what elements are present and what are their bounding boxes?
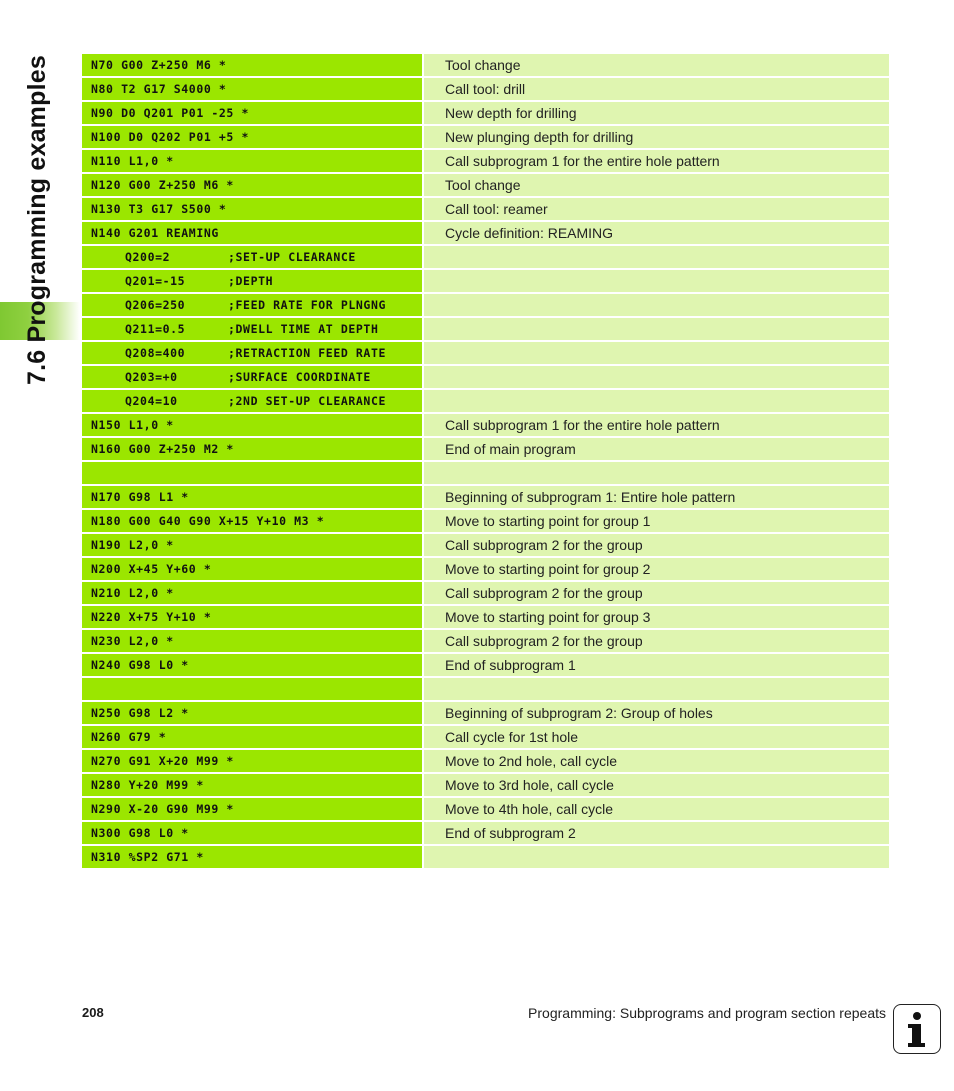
nc-code-cell (82, 294, 422, 316)
comment-cell: End of subprogram 1 (424, 654, 889, 676)
comment-cell: Cycle definition: REAMING (424, 222, 889, 244)
program-row (82, 102, 889, 124)
nc-code-cell (82, 342, 422, 364)
cycle-parameter: Q204=10 (125, 394, 178, 408)
comment-cell (424, 246, 889, 268)
program-row (82, 150, 889, 172)
comment-cell (424, 318, 889, 340)
program-row (82, 750, 889, 772)
info-glyph-icon (894, 1005, 939, 1052)
comment-cell: Beginning of subprogram 1: Entire hole pattern (424, 486, 889, 508)
program-row (82, 774, 889, 796)
program-row (82, 822, 889, 844)
nc-code-cell: N170 G98 L1 * (82, 486, 422, 508)
program-row (82, 726, 889, 748)
cycle-parameter: Q201=-15 (125, 274, 186, 288)
nc-code-cell: N100 D0 Q202 P01 +5 * (82, 126, 422, 148)
comment-cell: Call tool: reamer (424, 198, 889, 220)
nc-code-cell: N310 %SP2 G71 * (82, 846, 422, 868)
nc-code-cell: N300 G98 L0 * (82, 822, 422, 844)
program-row (82, 414, 889, 436)
program-row (82, 510, 889, 532)
program-row (82, 582, 889, 604)
nc-code-cell (82, 270, 422, 292)
comment-cell: Move to starting point for group 2 (424, 558, 889, 580)
comment-cell: Move to starting point for group 3 (424, 606, 889, 628)
comment-cell (424, 678, 889, 700)
nc-code-cell: N110 L1,0 * (82, 150, 422, 172)
comment-cell: Beginning of subprogram 2: Group of holes (424, 702, 889, 724)
program-listing-table (82, 54, 889, 870)
nc-code-cell: N70 G00 Z+250 M6 * (82, 54, 422, 76)
program-row (82, 798, 889, 820)
cycle-parameter: Q208=400 (125, 346, 186, 360)
program-row (82, 630, 889, 652)
comment-cell: End of subprogram 2 (424, 822, 889, 844)
nc-code-cell: N150 L1,0 * (82, 414, 422, 436)
nc-code-cell: N80 T2 G17 S4000 * (82, 78, 422, 100)
comment-cell (424, 270, 889, 292)
comment-cell: Move to 4th hole, call cycle (424, 798, 889, 820)
program-row (82, 606, 889, 628)
nc-code-cell: N250 G98 L2 * (82, 702, 422, 724)
footer-title: Programming: Subprograms and program section repeats (528, 1005, 886, 1021)
comment-cell: Call subprogram 2 for the group (424, 534, 889, 556)
program-row (82, 534, 889, 556)
nc-code-cell: N260 G79 * (82, 726, 422, 748)
cycle-parameter: Q203=+0 (125, 370, 178, 384)
program-row (82, 678, 889, 700)
nc-code-cell: N140 G201 REAMING (82, 222, 422, 244)
program-row (82, 390, 889, 412)
nc-code-cell: N240 G98 L0 * (82, 654, 422, 676)
comment-cell: Tool change (424, 54, 889, 76)
program-row (82, 702, 889, 724)
nc-code-cell: N180 G00 G40 G90 X+15 Y+10 M3 * (82, 510, 422, 532)
cycle-parameter-note: ;SURFACE COORDINATE (228, 370, 371, 384)
program-row (82, 246, 889, 268)
cycle-parameter: Q211=0.5 (125, 322, 186, 336)
comment-cell: Move to starting point for group 1 (424, 510, 889, 532)
program-row (82, 294, 889, 316)
comment-cell: End of main program (424, 438, 889, 460)
info-icon (893, 1004, 941, 1054)
chapter-title: 7.6 Programming examples (23, 55, 51, 385)
comment-cell: Call subprogram 1 for the entire hole pattern (424, 414, 889, 436)
nc-code-cell: N120 G00 Z+250 M6 * (82, 174, 422, 196)
comment-cell: New plunging depth for drilling (424, 126, 889, 148)
cycle-parameter-note: ;DWELL TIME AT DEPTH (228, 322, 379, 336)
nc-code-cell: N210 L2,0 * (82, 582, 422, 604)
comment-cell: Call subprogram 1 for the entire hole pattern (424, 150, 889, 172)
nc-code-cell (82, 318, 422, 340)
nc-code-cell (82, 390, 422, 412)
nc-code-cell: N230 L2,0 * (82, 630, 422, 652)
comment-cell: Call subprogram 2 for the group (424, 582, 889, 604)
cycle-parameter: Q206=250 (125, 298, 186, 312)
program-row (82, 558, 889, 580)
comment-cell: Move to 3rd hole, call cycle (424, 774, 889, 796)
comment-cell: Call subprogram 2 for the group (424, 630, 889, 652)
comment-cell (424, 390, 889, 412)
nc-code-cell (82, 246, 422, 268)
program-row (82, 486, 889, 508)
page-number: 208 (82, 1005, 104, 1020)
comment-cell (424, 846, 889, 868)
program-row (82, 222, 889, 244)
program-row (82, 654, 889, 676)
program-row (82, 318, 889, 340)
nc-code-cell: N220 X+75 Y+10 * (82, 606, 422, 628)
nc-code-cell: N270 G91 X+20 M99 * (82, 750, 422, 772)
cycle-parameter-note: ;RETRACTION FEED RATE (228, 346, 386, 360)
nc-code-cell: N200 X+45 Y+60 * (82, 558, 422, 580)
comment-cell: Tool change (424, 174, 889, 196)
comment-cell: Move to 2nd hole, call cycle (424, 750, 889, 772)
nc-code-cell: N160 G00 Z+250 M2 * (82, 438, 422, 460)
comment-cell (424, 294, 889, 316)
program-row (82, 198, 889, 220)
program-row (82, 366, 889, 388)
comment-cell (424, 342, 889, 364)
cycle-parameter: Q200=2 (125, 250, 171, 264)
program-row (82, 438, 889, 460)
nc-code-cell (82, 366, 422, 388)
cycle-parameter-note: ;SET-UP CLEARANCE (228, 250, 356, 264)
program-row (82, 54, 889, 76)
program-row (82, 462, 889, 484)
nc-code-cell: N290 X-20 G90 M99 * (82, 798, 422, 820)
nc-code-cell (82, 678, 422, 700)
comment-cell: New depth for drilling (424, 102, 889, 124)
nc-code-cell: N90 D0 Q201 P01 -25 * (82, 102, 422, 124)
cycle-parameter-note: ;FEED RATE FOR PLNGNG (228, 298, 386, 312)
program-row (82, 126, 889, 148)
nc-code-cell: N280 Y+20 M99 * (82, 774, 422, 796)
comment-cell (424, 462, 889, 484)
program-row (82, 342, 889, 364)
program-row (82, 846, 889, 868)
comment-cell (424, 366, 889, 388)
nc-code-cell: N130 T3 G17 S500 * (82, 198, 422, 220)
cycle-parameter-note: ;2ND SET-UP CLEARANCE (228, 394, 386, 408)
comment-cell: Call cycle for 1st hole (424, 726, 889, 748)
nc-code-cell (82, 462, 422, 484)
nc-code-cell: N190 L2,0 * (82, 534, 422, 556)
program-row (82, 270, 889, 292)
program-row (82, 78, 889, 100)
cycle-parameter-note: ;DEPTH (228, 274, 274, 288)
program-row (82, 174, 889, 196)
comment-cell: Call tool: drill (424, 78, 889, 100)
